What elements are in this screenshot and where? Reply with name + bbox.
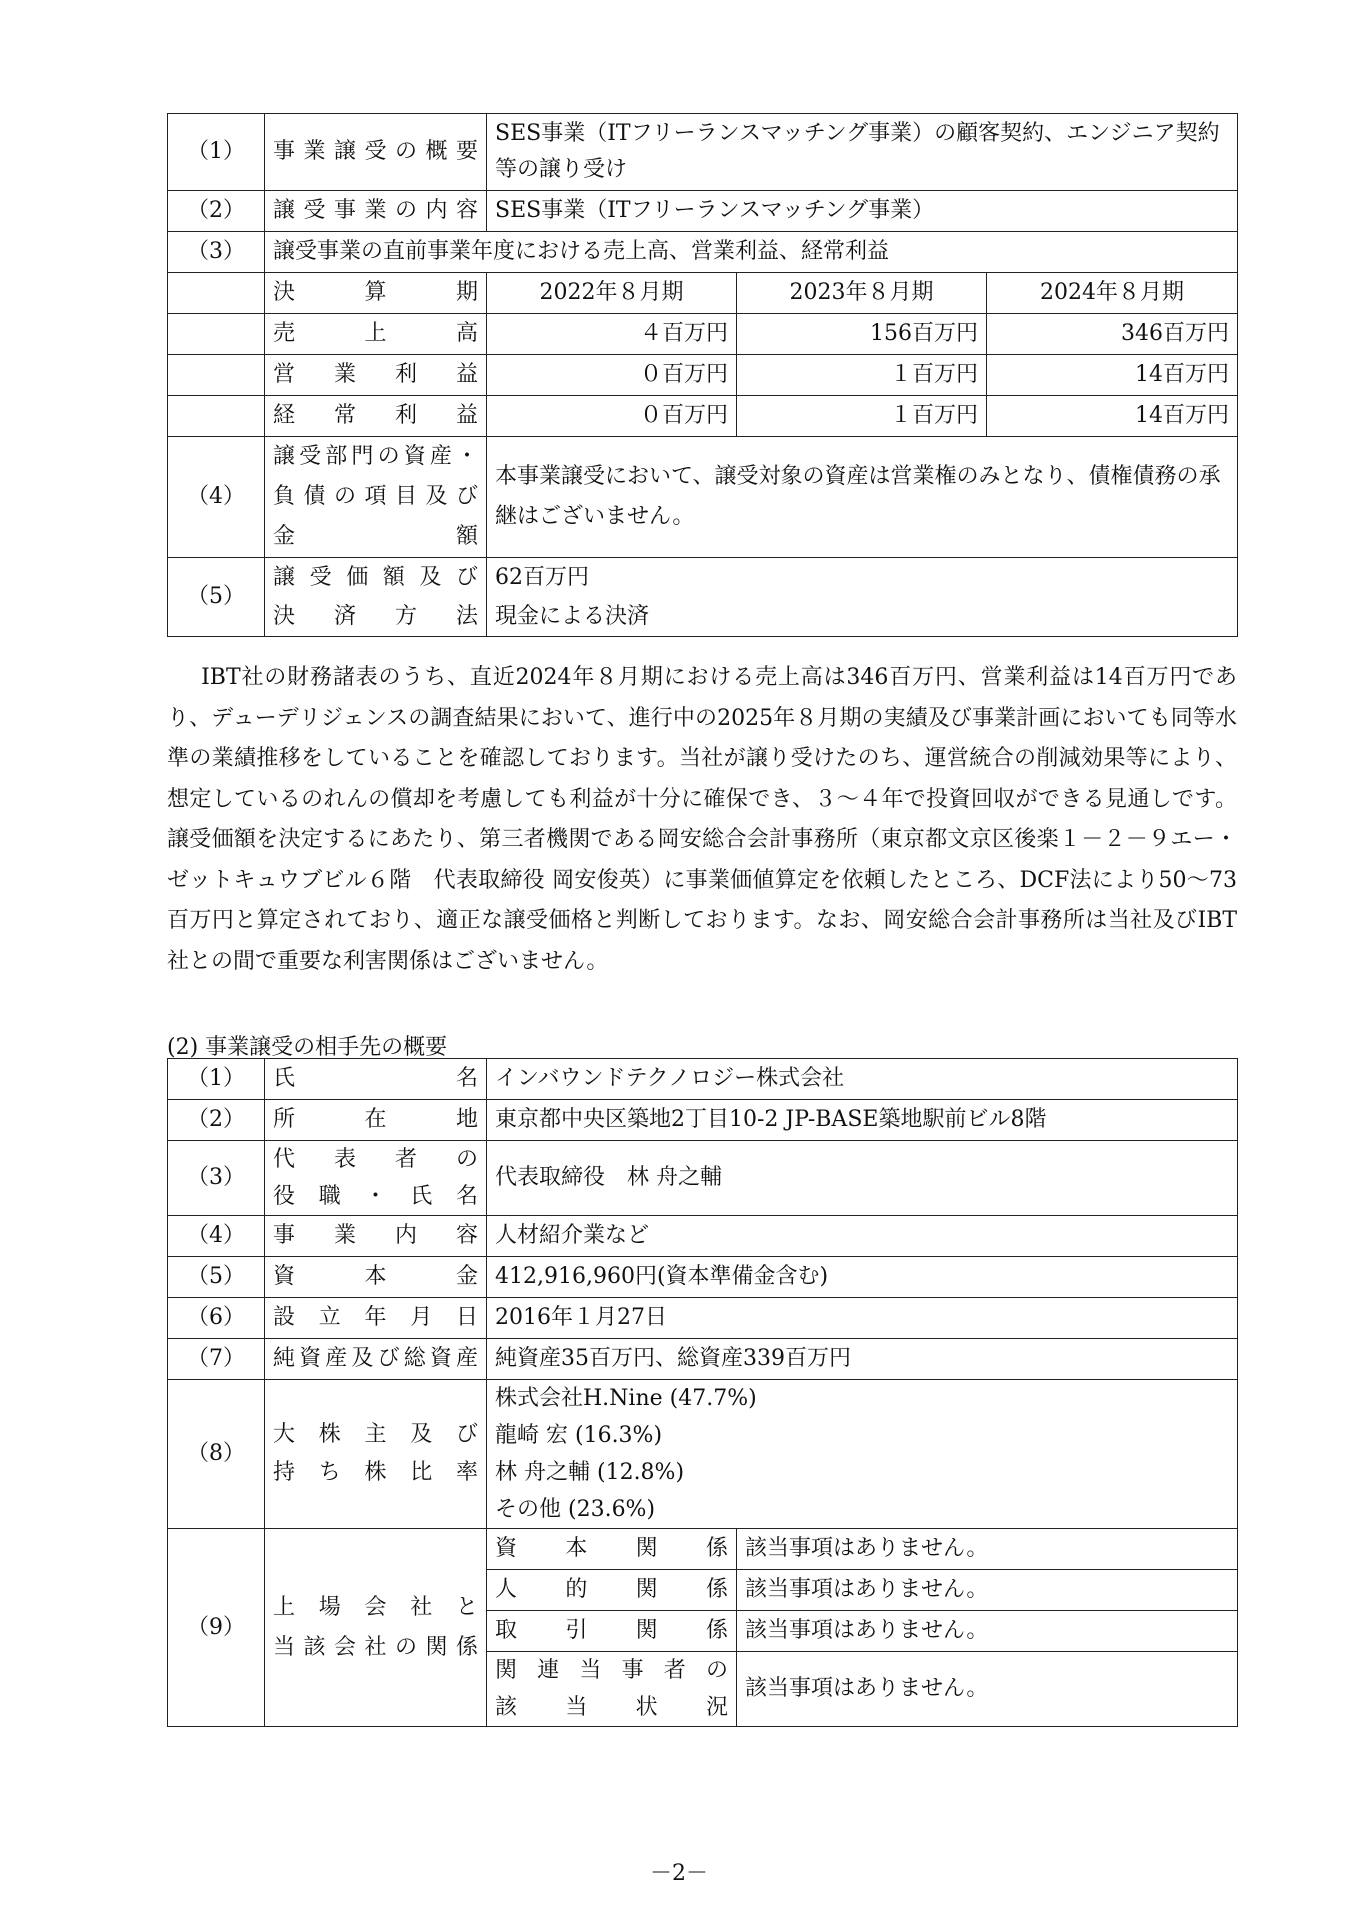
row-number: （1） — [168, 114, 265, 191]
fin-row-sales — [168, 314, 1238, 355]
page-number: －2－ — [650, 1861, 708, 1886]
fin-row-ordinary-profit — [168, 396, 1238, 437]
fiscal-period: 2024年８月期 — [987, 273, 1238, 314]
row-value: 62百万円 現金による決済 — [487, 558, 1238, 637]
row-number: （5） — [168, 558, 265, 637]
table-row — [168, 437, 1238, 558]
row-number: （6） — [168, 1298, 265, 1339]
row-label: 純資産及び総資産 — [265, 1339, 487, 1380]
fiscal-period: 2023年８月期 — [737, 273, 987, 314]
table-row — [168, 1100, 1238, 1141]
row-value: 代表取締役 林 舟之輔 — [487, 1141, 1238, 1216]
relation-row — [168, 1529, 1238, 1570]
relation-value: 該当事項はありません。 — [737, 1570, 1238, 1611]
fin-value: ０百万円 — [487, 396, 737, 437]
fin-value: 14百万円 — [987, 396, 1238, 437]
relation-label: 関連当事者の 該当状況 — [487, 1652, 737, 1727]
row-label: 事業譲受の概要 — [265, 114, 487, 191]
shareholder-list: 株式会社H.Nine (47.7%) 龍崎 宏 (16.3%) 林 舟之輔 (12.8%) その他 (23.6%) — [487, 1380, 1238, 1529]
row-label: 上場会社と 当該会社の関係 — [265, 1529, 487, 1727]
fin-value: ４百万円 — [487, 314, 737, 355]
row-number: （2） — [168, 1100, 265, 1141]
fin-label: 売上高 — [265, 314, 487, 355]
row-label: 事業内容 — [265, 1216, 487, 1257]
table-row — [168, 114, 1238, 191]
row-label: 資本金 — [265, 1257, 487, 1298]
row-value: 2016年１月27日 — [487, 1298, 1238, 1339]
row-value: 人材紹介業など — [487, 1216, 1238, 1257]
row-label: 譲受部門の資産・ 負債の項目及び 金額 — [265, 437, 487, 558]
table-row — [168, 1298, 1238, 1339]
fiscal-period-label: 決算期 — [265, 273, 487, 314]
row-number: （3） — [168, 232, 265, 273]
row-value: 東京都中央区築地2丁目10-2 JP-BASE築地駅前ビル8階 — [487, 1100, 1238, 1141]
row-value: SES事業（ITフリーランスマッチング事業）の顧客契約、エンジニア契約等の譲り受け — [487, 114, 1238, 191]
fin-value: 156百万円 — [737, 314, 987, 355]
row-value: SES事業（ITフリーランスマッチング事業） — [487, 191, 1238, 232]
row-number: （8） — [168, 1380, 265, 1529]
table-row — [168, 558, 1238, 637]
row-number: （2） — [168, 191, 265, 232]
row-number: （3） — [168, 1141, 265, 1216]
relation-value: 該当事項はありません。 — [737, 1611, 1238, 1652]
row-label: 所在地 — [265, 1100, 487, 1141]
row-number: （4） — [168, 437, 265, 558]
section-heading: (2) 事業譲受の相手先の概要 — [167, 1035, 448, 1060]
fin-header-row — [168, 273, 1238, 314]
row-number: （9） — [168, 1529, 265, 1727]
row-number: （4） — [168, 1216, 265, 1257]
fin-label: 経常利益 — [265, 396, 487, 437]
row-number: （5） — [168, 1257, 265, 1298]
fin-value: 14百万円 — [987, 355, 1238, 396]
table-row — [168, 232, 1238, 273]
body-paragraph: IBT社の財務諸表のうち、直近2024年８月期における売上高は346百万円、営業利益は14百万円であり、デューデリジェンスの調査結果において、進行中の2025年８月期の実績及び事業計画においても同等水準の業績推移をしていることを確認しております。当社が譲り受けたのち、運営統合の削減効果等により、想定しているのれんの償却を考慮しても利益が十分に確保でき、３～４年で投資回収ができる見通しです。譲受価額を決定するにあたり、第三者機関である岡安総合会計事務所（東京都文京区後楽１－２－９エー・ゼットキュウブビル６階 代表取締役 岡安俊英）に事業価値算定を依頼したところ、DCF法により50～73百万円と算定されており、適正な譲受価格と判断しております。なお、岡安総合会計事務所は当社及びIBT社との間で重要な利害関係はございません。 — [167, 665, 1237, 974]
table-row — [168, 1141, 1238, 1216]
row-label: 譲受事業の内容 — [265, 191, 487, 232]
table-row — [168, 191, 1238, 232]
row-label: 代表者の 役職・氏名 — [265, 1141, 487, 1216]
relation-value: 該当事項はありません。 — [737, 1652, 1238, 1727]
row-label: 譲受事業の直前事業年度における売上高、営業利益、経常利益 — [265, 232, 1238, 273]
relation-label: 資本関係 — [487, 1529, 737, 1570]
table-row — [168, 1059, 1238, 1100]
fin-value: 346百万円 — [987, 314, 1238, 355]
relation-label: 人的関係 — [487, 1570, 737, 1611]
table-row — [168, 1339, 1238, 1380]
row-label: 設立年月日 — [265, 1298, 487, 1339]
fin-row-operating-profit — [168, 355, 1238, 396]
row-value: 本事業譲受において、譲受対象の資産は営業権のみとなり、債権債務の承継はございません。 — [487, 437, 1238, 558]
fin-value: １百万円 — [737, 396, 987, 437]
fin-value: ０百万円 — [487, 355, 737, 396]
row-number: （7） — [168, 1339, 265, 1380]
row-value: 純資産35百万円、総資産339百万円 — [487, 1339, 1238, 1380]
relation-value: 該当事項はありません。 — [737, 1529, 1238, 1570]
business-transfer-table — [167, 113, 1238, 637]
counterparty-table — [167, 1058, 1238, 1727]
relation-label: 取引関係 — [487, 1611, 737, 1652]
row-label: 氏名 — [265, 1059, 487, 1100]
row-value: インバウンドテクノロジー株式会社 — [487, 1059, 1238, 1100]
table-row — [168, 1380, 1238, 1529]
table-row — [168, 1257, 1238, 1298]
fin-value: １百万円 — [737, 355, 987, 396]
row-value: 412,916,960円(資本準備金含む) — [487, 1257, 1238, 1298]
row-label: 大株主及び 持ち株比率 — [265, 1380, 487, 1529]
row-number: （1） — [168, 1059, 265, 1100]
row-label: 譲受価額及び 決済方法 — [265, 558, 487, 637]
fiscal-period: 2022年８月期 — [487, 273, 737, 314]
fin-label: 営業利益 — [265, 355, 487, 396]
table-row — [168, 1216, 1238, 1257]
